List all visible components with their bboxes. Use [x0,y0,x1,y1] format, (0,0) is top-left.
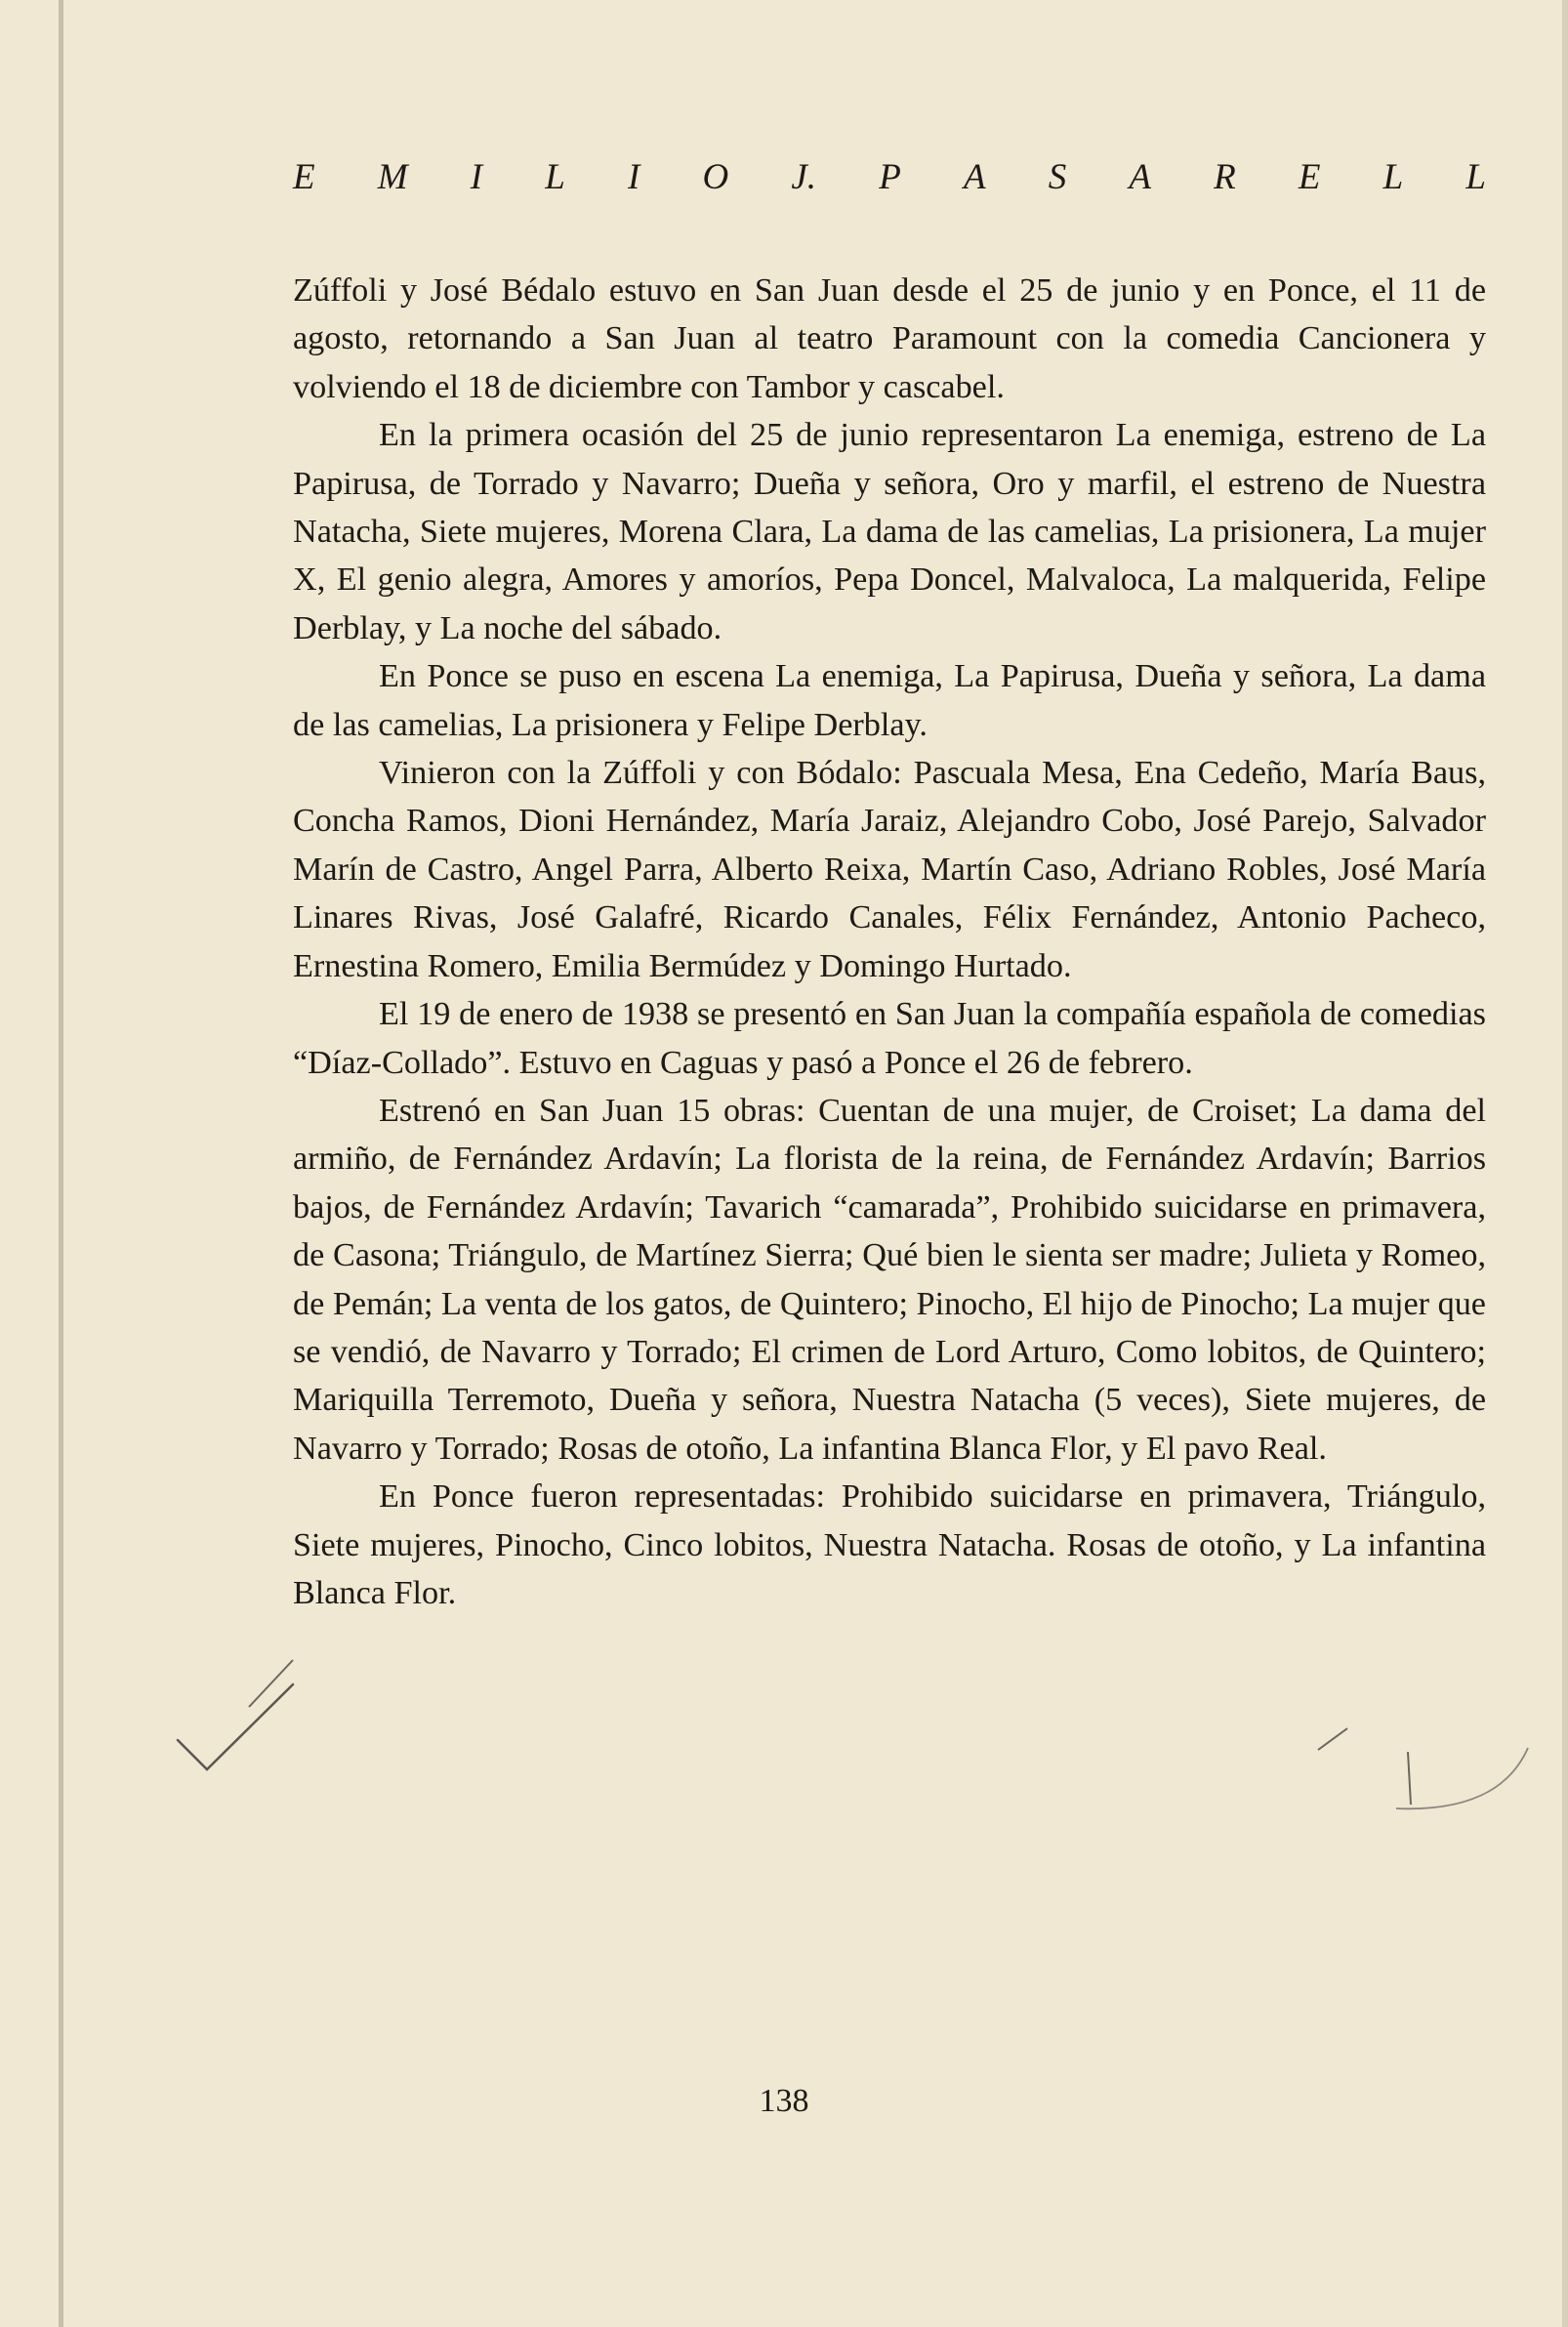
paragraph: En Ponce se puso en escena La enemiga, La Papirusa, Dueña y señora, La dama de las camelias, La prisionera y Felipe Derblay. [293,658,1486,743]
running-head-letter: L [545,157,565,197]
slash-mark-icon [1318,1728,1347,1750]
paragraph: El 19 de enero de 1938 se presentó en San Juan la compañía española de comedias “Díaz-Collado”. Estuvo en Caguas y pasó a Ponce el 26 de febrero. [293,996,1486,1081]
paragraph: Vinieron con la Zúffoli y con Bódalo: Pascuala Mesa, Ena Cedeño, María Baus, Concha Ramos, Dioni Hernández, María Jaraiz, Alejandro Cobo, José Parejo, Salvador Marín de Castro, Angel Parra, Alberto Reixa, Martín Caso, Adriano Robles, José María Linares Rivas, José Galafré, Ricardo Canales, Félix Fernández, Antonio Pacheco, Ernestina Romero, Emilia Bermúdez y Domingo Hurtado. [293,755,1486,984]
bracket-mark-icon [1408,1752,1411,1805]
curve-mark-icon [1396,1748,1528,1808]
running-head [293,156,1486,198]
paragraph: Estrenó en San Juan 15 obras: Cuentan de una mujer, de Croiset; La dama del armiño, de Fernández Ardavín; La florista de la reina, de Fernández Ardavín; Barrios bajos, de Fernández Ardavín; Tavarich “camarada”, Prohibido suicidarse en primavera, de Casona; Triángulo, de Martínez Sierra; Qué bien le sienta ser madre; Julieta y Romeo, de Pemán; La venta de los gatos, de Quintero; Pinocho, El hijo de Pinocho; La mujer que se vendió, de Navarro y Torrado; El crimen de Lord Arturo, Como lobitos, de Quintero; Mariquilla Terremoto, Dueña y señora, Nuestra Natacha (5 veces), Siete mujeres, de Navarro y Torrado; Rosas de otoño, La infantina Blanca Flor, y El pavo Real. [293,1092,1486,1467]
margin-pencil-line-icon [249,1660,293,1707]
body-text [293,267,1486,1617]
running-head-letter: S [1048,157,1067,197]
page-number: 138 [759,2083,809,2119]
running-head-letter: L [1382,157,1404,197]
running-head-letter: O [702,157,729,197]
running-head-letter: I [627,157,640,197]
page-right-edge [1562,0,1568,2327]
running-head-letter: P [879,157,901,197]
running-head-letter: I [470,157,483,197]
running-head-letter: E [1298,157,1321,197]
running-head-letter: A [1129,157,1151,197]
paragraph: En Ponce fueron representadas: Prohibido suicidarse en primavera, Triángulo, Siete mujeres, Pinocho, Cinco lobitos, Nuestra Natacha. Rosas de otoño, y La infantina Blanca Flor. [293,1478,1486,1611]
running-head-letter: E [293,157,315,197]
running-head-letter: R [1214,157,1236,197]
page-binding-edge [59,0,63,2327]
running-head-letter: M [377,157,408,197]
running-head-letter: A [963,157,986,197]
paragraph: Zúffoli y José Bédalo estuvo en San Juan desde el 25 de junio y en Ponce, el 11 de agosto, retornando a San Juan al teatro Paramount con la comedia Cancionera y volviendo el 18 de diciembre con Tambor y cascabel. [293,272,1486,405]
running-head-letter: L [1465,157,1486,197]
checkmark-icon [178,1684,293,1769]
paragraph: En la primera ocasión del 25 de junio representaron La enemiga, estreno de La Papirusa, de Torrado y Navarro; Dueña y señora, Oro y marfil, el estreno de Nuestra Natacha, Siete mujeres, Morena Clara, La dama de las camelias, La prisionera, La mujer X, El genio alegra, Amores y amoríos, Pepa Doncel, Malvaloca, La malquerida, Felipe Derblay, y La noche del sábado. [293,417,1486,646]
running-head-letter: J. [791,157,817,197]
